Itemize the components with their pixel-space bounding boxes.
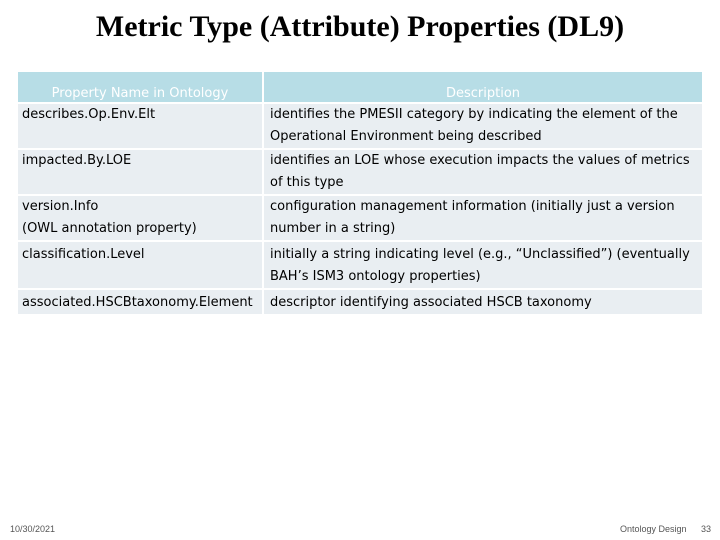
header-description (264, 72, 704, 102)
footer-title: Ontology Design (620, 524, 687, 534)
header-description-label: Description (445, 86, 521, 101)
property-name-cell: describes.Op.Env.Elt (18, 102, 264, 148)
description-cell: initially a string indicating level (e.g., “Unclassified”) (eventually BAH’s ISM3 ontology properties) (264, 240, 704, 288)
table-row (18, 194, 704, 240)
slide-title: Metric Type (Attribute) Properties (DL9) (95, 10, 625, 43)
property-name-cell: version.Info (OWL annotation property) (18, 194, 264, 240)
table-row (18, 240, 704, 288)
header-property-name (18, 72, 264, 102)
footer-date: 10/30/2021 (10, 524, 56, 534)
description-cell: identifies an LOE whose execution impacts the values of metrics of this type (264, 148, 704, 194)
table-header-row (18, 72, 704, 102)
header-property-name-label: Property Name in Ontology (51, 86, 229, 101)
description-cell: configuration management information (initially just a version number in a string) (264, 194, 704, 240)
description-cell: descriptor identifying associated HSCB taxonomy (264, 288, 704, 314)
property-name-cell: impacted.By.LOE (18, 148, 264, 194)
table-row (18, 148, 704, 194)
property-name-cell: classification.Level (18, 240, 264, 288)
table-row (18, 288, 704, 314)
properties-table (18, 72, 704, 314)
table-row (18, 102, 704, 148)
page-number: 33 (701, 524, 712, 534)
description-cell: identifies the PMESII category by indicating the element of the Operational Environment being described (264, 102, 704, 148)
property-name-cell: associated.HSCBtaxonomy.Element (18, 288, 264, 314)
